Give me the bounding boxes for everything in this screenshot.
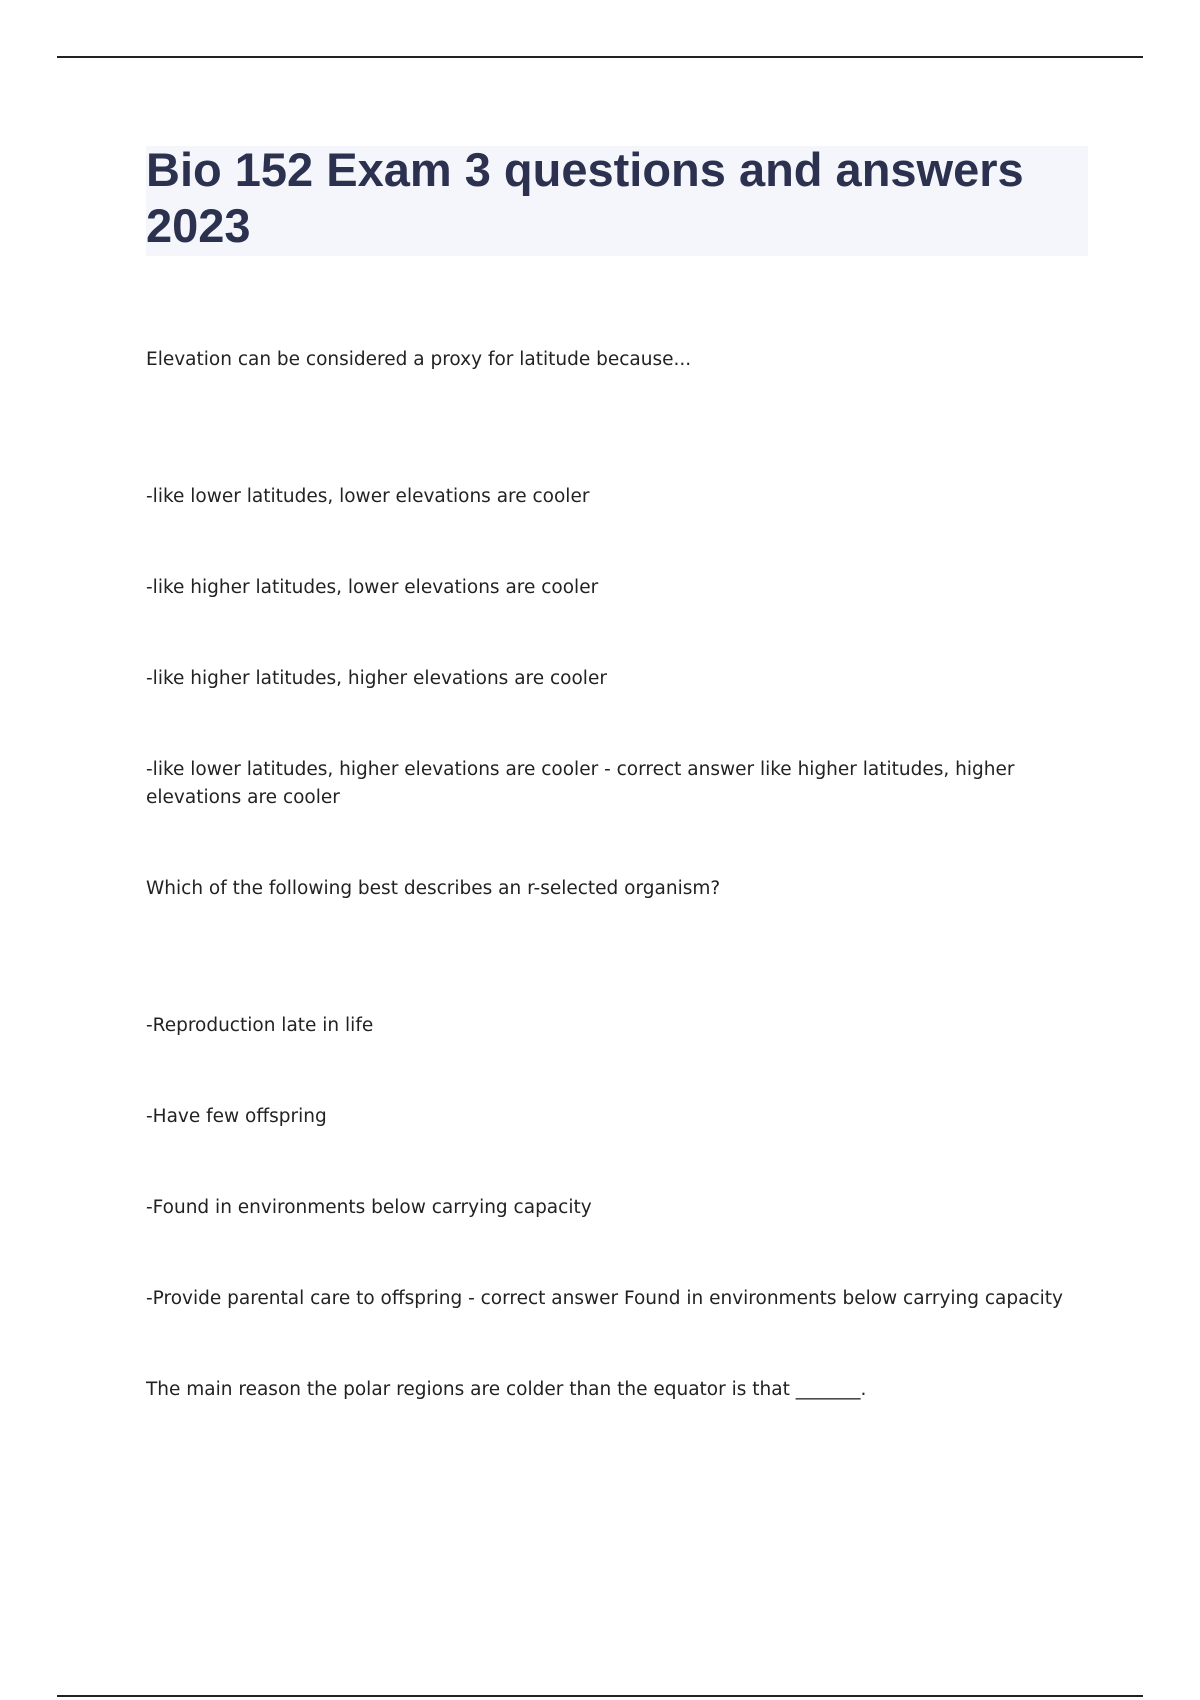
bottom-rule: [57, 1695, 1143, 1697]
q2-option-c: -Found in environments below carrying capacity: [146, 1197, 592, 1218]
q1-option-c: -like higher latitudes, higher elevations are cooler: [146, 668, 607, 689]
q1-option-d-answer: -like lower latitudes, higher elevations are cooler - correct answer like higher latitudes, higher elevations are cooler: [146, 759, 1015, 808]
document-title: Bio 152 Exam 3 questions and answers 2023: [146, 143, 1024, 252]
top-rule: [57, 56, 1143, 58]
q1-option-a: -like lower latitudes, lower elevations are cooler: [146, 486, 590, 507]
q2-option-a: -Reproduction late in life: [146, 1015, 374, 1036]
q1-option-b: -like higher latitudes, lower elevations are cooler: [146, 577, 599, 598]
question-1: Elevation can be considered a proxy for latitude because...: [146, 349, 692, 370]
q2-option-d-answer: -Provide parental care to offspring - correct answer Found in environments below carrying capacity: [146, 1288, 1063, 1309]
question-2: Which of the following best describes an r-selected organism?: [146, 878, 721, 899]
question-3: The main reason the polar regions are colder than the equator is that _______.: [146, 1379, 867, 1400]
q2-option-b: -Have few offspring: [146, 1106, 327, 1127]
